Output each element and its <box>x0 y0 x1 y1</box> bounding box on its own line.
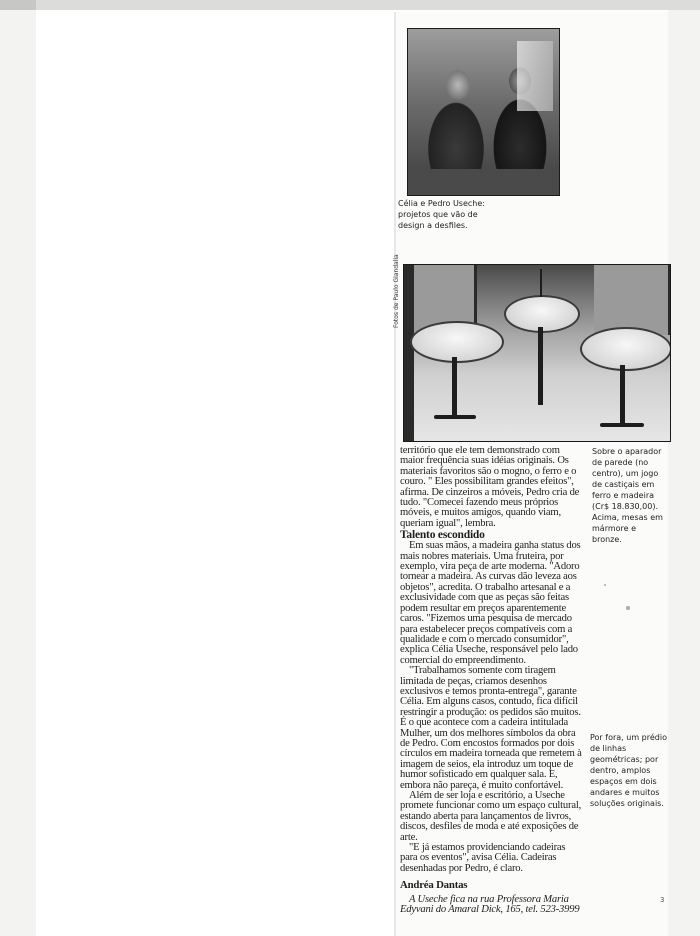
table-foot <box>600 423 644 427</box>
paragraph: "E já estamos providenciando cadeiras para os eventos", avisa Célia. Cadeiras desenhadas por Pedro, é claro. <box>400 842 566 874</box>
photo-tables <box>403 264 671 442</box>
photo-floor <box>408 169 559 195</box>
table-leg <box>538 327 543 405</box>
author-byline: Andréa Dantas <box>400 879 468 892</box>
table-right <box>580 327 671 371</box>
paragraph: Além de ser loja e escritório, a Useche promete funcionar como um espaço cultural, estando aberta para lançamentos de livros, discos, desfiles de moda e até exposições de arte. <box>400 790 582 843</box>
margin-mark: 3 <box>660 896 665 904</box>
photo1-caption: Célia e Pedro Useche: projetos que vão de design a desfiles. <box>398 199 485 230</box>
photo-celia-and-pedro <box>407 28 560 196</box>
table-leg <box>620 365 625 425</box>
article-body <box>400 446 584 915</box>
top-border <box>0 0 700 10</box>
subheading: Talento escondido <box>400 529 485 542</box>
scan-speck <box>626 606 630 610</box>
paragraph: território que ele tem demonstrado com maior frequência suas idéias originais. Os materiais favoritos são o mogno, o ferro e o couro. " Eles possibilitam grandes efeitos", afirma. De cinzeiros a móveis, Pedro cria de tudo. "Comecei fazendo meus próprios móveis, e muitos amigos, quando viam, queriam igual", lembra. <box>400 445 580 529</box>
scan-speck <box>604 584 606 586</box>
paragraph: Em suas mãos, a madeira ganha status dos mais nobres materiais. Uma fruteira, por exemplo, vira peça de arte moderna. "Adoro tornear a madeira. As curvas dão leveza aos objetos", acredita. O trabalho artesanal e a exclusividade com que as peças são feitas podem resultar em preços aparentemente caros. "Fizemos uma pesquisa de mercado para estabelecer preços compatíveis com a qualidade e com o mercado consumidor", explica Célia Useche, responsável pelo lado comercial do empreendimento. <box>400 540 581 666</box>
table-foot <box>434 415 476 419</box>
table-leg <box>452 357 457 417</box>
photo-window <box>517 41 553 111</box>
photo-credit: Fotos de Paulo Giandalia <box>393 254 400 328</box>
photo-window-pane <box>594 265 671 335</box>
photo2-caption: Sobre o aparador de parede (no centro), um jogo de castiçais em ferro e madeira (Cr$ 18.830,00). Acima, mesas em mármore e bronze. <box>592 447 663 544</box>
paragraph: "Trabalhamos somente com tiragem limitada de peças, criamos desenhos exclusivos e temos pronta-entrega", garante Célia. Em alguns casos, contudo, fica difícil restringir a produção: os pedidos são muitos. É o que acontece com a cadeira intitulada Mulher, um dos melhores símbolos da obra de Pedro. Com encostos formados por dois círculos em madeira torneada que remetem à imagem de seios, ela introduz um toque de humor sofisticado em qualquer sala. E, embora não pareça, é muito confortável. <box>400 665 582 791</box>
candlestick <box>540 269 542 297</box>
photo3-caption: Por fora, um prédio de linhas geométricas; por dentro, amplos espaços em dois andares e muitos soluções originais. <box>590 733 667 808</box>
table-left <box>410 321 504 363</box>
store-address: A Useche fica na rua Professora Maria Edyvani do Amaral Dick, 165, tel. 523-3999 <box>400 893 580 916</box>
top-border-left <box>0 0 36 10</box>
